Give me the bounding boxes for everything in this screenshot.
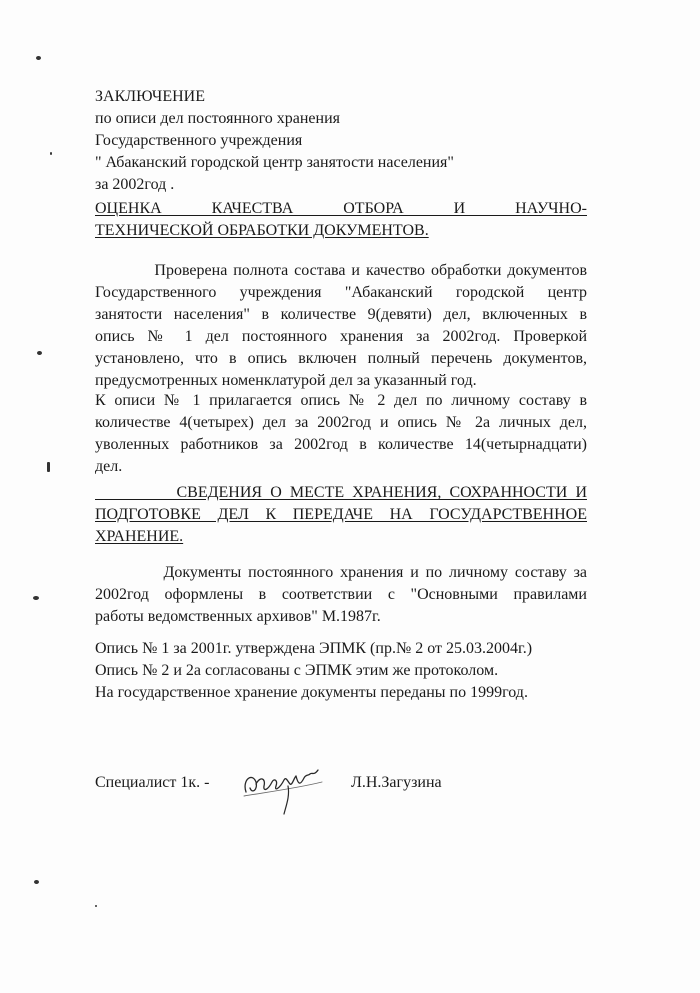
- scan-speck: [33, 596, 39, 600]
- document-header: [95, 86, 454, 196]
- document-title: ЗАКЛЮЧЕНИЕ: [95, 88, 205, 105]
- header-organization-name: " Абаканский городской центр занятости населения": [95, 154, 454, 171]
- signer-name: Л.Н.Загузина: [351, 774, 442, 791]
- paragraph-line: уволенных работников за 2002год в количестве 14(четырнадцати): [95, 436, 587, 453]
- paragraph-line: количестве 4(четырех) дел за 2002год и опись № 2а личных дел,: [95, 414, 587, 431]
- signer-role: Специалист 1к. -: [95, 774, 210, 791]
- header-subtitle: по описи дел постоянного хранения: [95, 110, 341, 127]
- scan-speck: [50, 152, 52, 155]
- scan-speck: [36, 56, 41, 60]
- paragraph-line: занятости населения" в количестве 9(девяти) дел, включенных в: [95, 306, 587, 323]
- note-line: На государственное хранение документы переданы по 1999год.: [95, 684, 528, 701]
- notes-block: [95, 638, 532, 704]
- note-line: Опись № 1 за 2001г. утверждена ЭПМК (пр.№ 2 от 25.03.2004г.): [95, 640, 533, 657]
- section-title-line: ОЦЕНКА КАЧЕСТВА ОТБОРА И НАУЧНО-: [95, 200, 587, 217]
- section-title-line: СВЕДЕНИЯ О МЕСТЕ ХРАНЕНИЯ, СОХРАННОСТИ И: [95, 484, 587, 501]
- paragraph-line: установлено, что в опись включен полный перечень документов,: [95, 350, 587, 367]
- paragraph-line: опись № 1 дел постоянного хранения за 2002год. Проверкой: [95, 328, 587, 345]
- scan-speck: [95, 905, 97, 907]
- section-title-line: ТЕХНИЧЕСКОЙ ОБРАБОТКИ ДОКУМЕНТОВ.: [95, 222, 429, 239]
- handwritten-signature-icon: [238, 762, 328, 818]
- paragraph-line: работы ведомственных архивов" М.1987г.: [95, 608, 381, 625]
- section-title-quality: [95, 198, 587, 242]
- scan-speck: [34, 880, 39, 884]
- scan-speck: [37, 351, 42, 355]
- paragraph-attachments: [95, 390, 587, 478]
- paragraph-line: Проверена полнота состава и качество обработки документов: [95, 262, 587, 279]
- paragraph-line: дел.: [95, 458, 123, 475]
- header-year: за 2002год .: [95, 176, 175, 193]
- paragraph-rules: [95, 562, 587, 628]
- note-line: Опись № 2 и 2а согласованы с ЭПМК этим же протоколом.: [95, 662, 499, 679]
- section-title-storage: [95, 482, 587, 548]
- section-title-line: ПОДГОТОВКЕ ДЕЛ К ПЕРЕДАЧЕ НА ГОСУДАРСТВЕННОЕ: [95, 506, 587, 523]
- paragraph-completeness: [95, 260, 587, 392]
- paragraph-line: Государственного учреждения "Абаканский городской центр: [95, 284, 587, 301]
- signature-row: [95, 768, 555, 828]
- header-organization-type: Государственного учреждения: [95, 132, 303, 149]
- section-title-line: ХРАНЕНИЕ.: [95, 528, 184, 545]
- paragraph-line: предусмотренных номенклатурой дел за указанный год.: [95, 372, 477, 389]
- paragraph-line: 2002год оформлены в соответствии с "Основными правилами: [95, 586, 587, 603]
- paragraph-line: Документы постоянного хранения и по личному составу за: [95, 564, 587, 581]
- paragraph-line: К описи № 1 прилагается опись № 2 дел по личному составу в: [95, 392, 587, 409]
- scan-speck: [47, 462, 50, 472]
